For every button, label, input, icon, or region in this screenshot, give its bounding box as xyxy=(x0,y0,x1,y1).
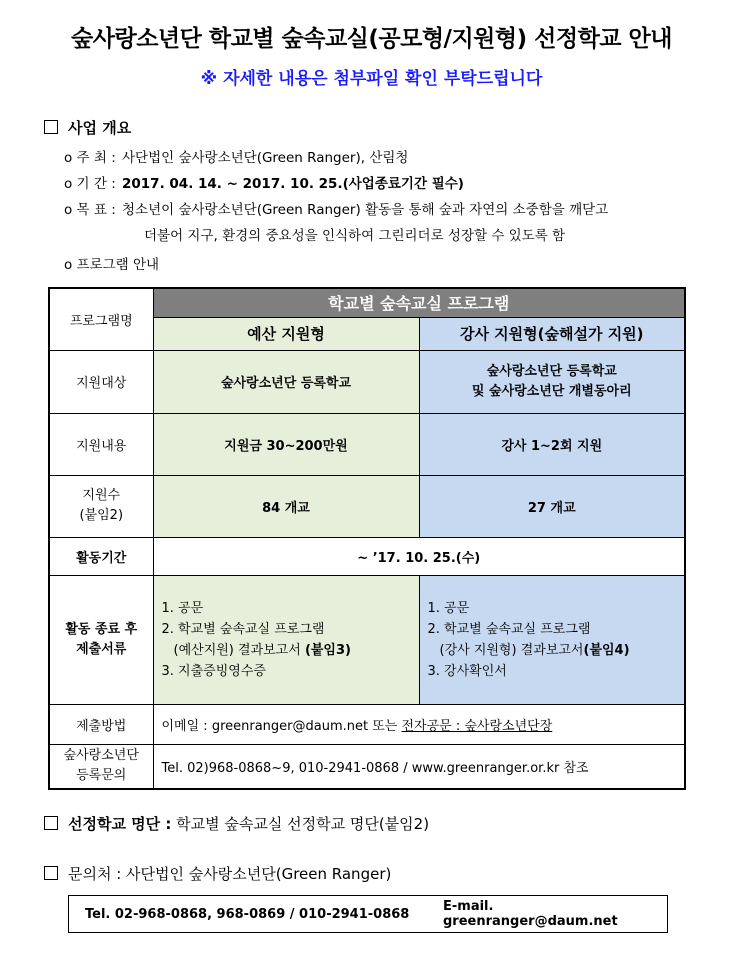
docs-budget: 1. 공문 2. 학교별 숲속교실 프로그램 (예산지원) 결과보고서 (붙임3) 3. 지출증빙영수증 xyxy=(153,575,419,704)
program-guide-item: o 프로그램 안내 xyxy=(64,257,160,273)
attachment-notice: ※ 자세한 내용은 첨부파일 확인 부탁드립니다 xyxy=(200,69,543,89)
program-table xyxy=(48,287,686,790)
content-budget: 지원금 30~200만원 xyxy=(153,413,419,475)
inquiry-value: Tel. 02)968-0868~9, 010-2941-0868 / www.greenranger.or.kr 참조 xyxy=(153,744,685,789)
selected-schools-line: 선정학교 명단 : 학교별 숲속교실 선정학교 명단(붙임2) xyxy=(44,813,429,834)
docs-label: 활동 종료 후 제출서류 xyxy=(49,575,153,704)
page-title: 숲사랑소년단 학교별 숲속교실(공모형/지원형) 선정학교 안내 xyxy=(71,26,672,52)
host-row: o 주 최 : 사단법인 숲사랑소년단(Green Ranger), 산림청 xyxy=(64,150,409,166)
period-row: o 기 간 : 2017. 04. 14. ~ 2017. 10. 25.(사업종료기간 필수) xyxy=(64,176,464,192)
e-document-link: 전자공문 : 숲사랑소년단장 xyxy=(401,718,553,734)
contact-heading: 문의처 : 사단법인 숲사랑소년단(Green Ranger) xyxy=(44,863,391,884)
docs-instructor: 1. 공문 2. 학교별 숲속교실 프로그램 (강사 지원형) 결과보고서(붙임4) 3. 강사확인서 xyxy=(419,575,685,704)
program-name-header: 프로그램명 xyxy=(49,288,153,350)
checkbox-square-icon xyxy=(44,816,58,830)
contact-box xyxy=(68,895,668,933)
instructor-type-header: 강사 지원형(숲해설가 지원) xyxy=(419,317,685,350)
checkbox-square-icon xyxy=(44,120,58,134)
count-label: 지원수 (붙임2) xyxy=(49,475,153,537)
overview-heading: 사업 개요 xyxy=(44,117,131,138)
program-title-header: 학교별 숲속교실 프로그램 xyxy=(153,288,685,317)
target-budget: 숲사랑소년단 등록학교 xyxy=(153,350,419,413)
purpose-row: o 목 표 : 청소년이 숲사랑소년단(Green Ranger) 활동을 통해 숲과 자연의 소중함을 깨닫고 xyxy=(64,202,609,218)
period-label: 활동기간 xyxy=(49,537,153,575)
content-instructor: 강사 1~2회 지원 xyxy=(419,413,685,475)
target-instructor: 숲사랑소년단 등록학교 및 숲사랑소년단 개별동아리 xyxy=(419,350,685,413)
contact-tel: Tel. 02-968-0868, 968-0869 / 010-2941-0868 xyxy=(85,906,410,922)
inquiry-label: 숲사랑소년단 등록문의 xyxy=(49,744,153,789)
checkbox-square-icon xyxy=(44,866,58,880)
submit-value: 이메일 : greenranger@daum.net 또는 전자공문 : 숲사랑소년단장 xyxy=(153,704,685,744)
target-label: 지원대상 xyxy=(49,350,153,413)
count-budget: 84 개교 xyxy=(153,475,419,537)
budget-type-header: 예산 지원형 xyxy=(153,317,419,350)
submit-label: 제출방법 xyxy=(49,704,153,744)
purpose-row-cont: 더불어 지구, 환경의 중요성을 인식하여 그린리더로 성장할 수 있도록 함 xyxy=(144,228,566,244)
contact-email: E-mail. greenranger@daum.net xyxy=(443,899,618,929)
count-instructor: 27 개교 xyxy=(419,475,685,537)
content-label: 지원내용 xyxy=(49,413,153,475)
period-value: ~ ’17. 10. 25.(수) xyxy=(153,537,685,575)
